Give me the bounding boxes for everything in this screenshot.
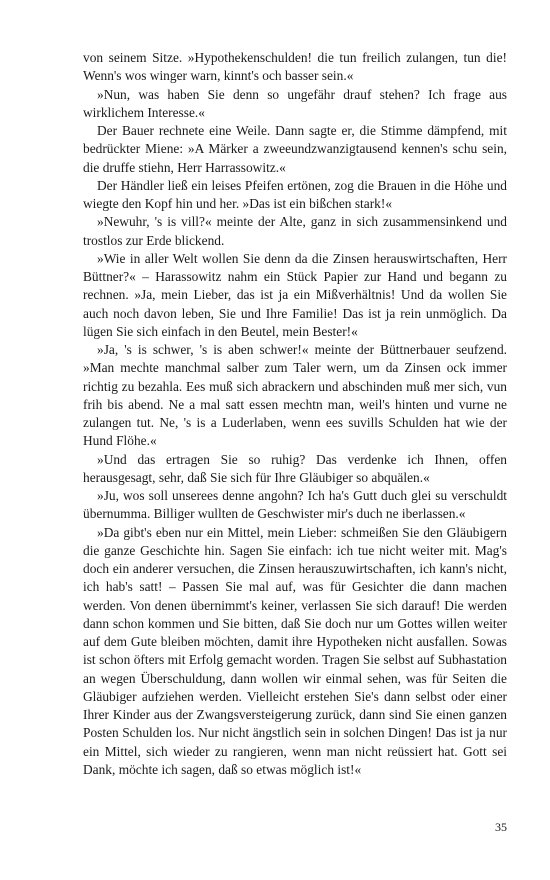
paragraph-4: Der Händler ließ ein leises Pfeifen ertönen, zog die Brauen in die Höhe und wiegte den Kopf hin und her. »Das ist ein bißchen stark!« <box>83 177 507 211</box>
paragraph-1: von seinem Sitze. »Hypothekenschulden! die tun freilich zulangen, tun die! Wenn's wos winger warn, kinnt's och basser sein.« <box>83 50 507 84</box>
paragraph-9: »Ju, wos soll unserees denne angohn? Ich ha's Gutt duch glei su verschuldt übernumma. Billiger wullten de Geschwister mir's duch ne iberlassen.« <box>83 488 507 522</box>
paragraph-2: »Nun, was haben Sie denn so ungefähr drauf stehen? Ich frage aus wirklichem Interesse.« <box>83 86 507 120</box>
paragraph-5: »Newuhr, 's is vill?« meinte der Alte, ganz in sich zusammensinkend und trostlos zur Erde blickend. <box>83 214 507 248</box>
body-text <box>83 49 507 779</box>
page-number: 35 <box>495 820 507 834</box>
paragraph-10: »Da gibt's eben nur ein Mittel, mein Lieber: schmeißen Sie den Gläubigern die ganze Geschichte hin. Sagen Sie einfach: ich tue nicht weiter mit. Mag's doch ein anderer versuchen, die Zinsen herauszuwirtschaften, ich kann's nicht, ich hab's satt! – Passen Sie mal auf, was für Gesichter die dann machen werden. Von denen übernimmt's keiner, verlassen Sie sich darauf! Die werden dann schon kommen und Sie bitten, daß Sie doch nur um Gottes willen weiter auf dem Gute bleiben möchten, damit ihre Hypotheken nicht ausfallen. Sowas ist schon öfters mit Erfolg gemacht worden. Tragen Sie selbst auf Subhastation an wegen Überschuldung, dann wollen wir einmal sehen, was für Seiten die Gläubiger aufziehen werden. Vielleicht erstehen Sie's dann selbst oder einer Ihrer Kinder aus der Zwangsversteigerung zurück, dann sind Sie einen ganzen Posten Schulden los. Nur nicht ängstlich sein in solchen Dingen! Das ist ja nur ein Mittel, sich wieder zu rangieren, wenn man nicht reüssiert hat. Gott sei Dank, möchte ich sagen, daß so etwas möglich ist!« <box>83 524 507 777</box>
paragraph-6: »Wie in aller Welt wollen Sie denn da die Zinsen herauswirtschaften, Herr Büttner?« – Harassowitz nahm ein Stück Papier zur Hand und begann zu rechnen. »Ja, mein Lieber, das ist ja ein Mißverhältnis! Und da wollen Sie auch noch davon leben, Sie und Ihre Familie! Das ist ja rein unmöglich. Da lügen Sie sich einfach in den Beutel, mein Bester!« <box>83 250 507 339</box>
paragraph-3: Der Bauer rechnete eine Weile. Dann sagte er, die Stimme dämpfend, mit bedrückter Miene: »A Märker a zweeundzwanzigtausend kennen's schu sein, die druffe stiehn, Herr Harrassowitz.« <box>83 123 507 175</box>
paragraph-8: »Und das ertragen Sie so ruhig? Das verdenke ich Ihnen, offen herausgesagt, sehr, daß Sie sich für Ihre Gläubiger so abquälen.« <box>83 451 507 485</box>
paragraph-7: »Ja, 's is schwer, 's is aben schwer!« meinte der Büttnerbauer seufzend. »Man mechte manchmal salber zum Taler wern, um da Zinsen ock immer richtig zu bezahla. Ees muß sich abrackern und abschinden muß mer sich, vun frih bis abend. Ne a mal satt essen mechtn man, weil's hinten und vurne ne zulangen tut. Ne, 's is a Luderlaben, wenn ees suvills Schulden hat wie der Hund Flöhe.« <box>83 342 507 449</box>
